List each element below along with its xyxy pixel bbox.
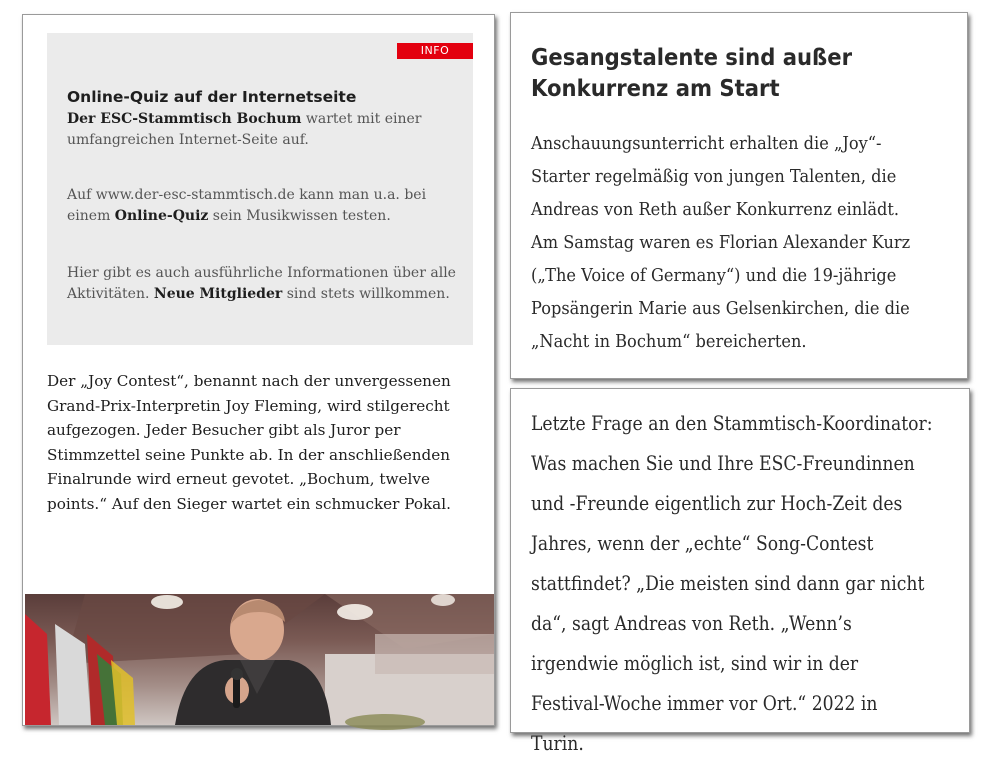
info-p2-pre: Auf www.der-esc-stammtisch.de kann man u.a. bei einem bbox=[67, 187, 427, 224]
info-p2-bold: Online-Quiz bbox=[114, 208, 209, 224]
top-right-article-panel bbox=[510, 12, 968, 379]
article-headline: Gesangstalente sind außer Konkurrenz am Start bbox=[531, 45, 853, 102]
top-right-article-body: Anschauungsunterricht erhalten die „Joy“-Starter regelmäßig von jungen Talenten, die Andreas von Reth außer Konkurrenz einlädt. Am Samstag waren es Florian Alexander Kurz („The Voice of Germany“) und die 19-jährige Popsängerin Marie aus Gelsenkirchen, die die „Nacht in Bochum“ bereicherten. bbox=[531, 133, 911, 352]
info-p3-bold: Neue Mitglieder bbox=[153, 286, 283, 302]
info-p1-bold: Der ESC-Stammtisch Bochum bbox=[67, 111, 302, 127]
left-article-panel bbox=[22, 14, 495, 726]
speaker-photo-illustration bbox=[25, 594, 494, 725]
bottom-right-article-body: Letzte Frage an den Stammtisch-Koordinator: Was machen Sie und Ihre ESC-Freundinnen und -Freunde eigentlich zur Hoch-Zeit des Jahres, wenn der „echte“ Song-Contest stattfindet? „Die meisten sind dann gar nicht da“, sagt Andreas von Reth. „Wenn’s irgendwie möglich ist, sind wir in der Festival-Woche immer vor Ort.“ 2022 in Turin. bbox=[531, 411, 933, 755]
info-box-title: Online-Quiz auf der Internetseite bbox=[67, 88, 357, 106]
info-tag: INFO bbox=[397, 43, 473, 59]
info-paragraph-1 bbox=[67, 109, 467, 151]
info-paragraph-3 bbox=[67, 263, 467, 305]
bottom-right-article-panel bbox=[510, 388, 970, 755]
info-p1-text: wartet mit einer umfangreichen Internet-Seite auf. bbox=[67, 111, 422, 148]
info-paragraph-2 bbox=[67, 185, 467, 227]
info-p3-pre: Hier gibt es auch ausführliche Informationen über alle Aktivitäten. bbox=[67, 265, 456, 302]
info-box bbox=[47, 33, 473, 345]
left-article-body: Der „Joy Contest“, benannt nach der unvergessenen Grand-Prix-Interpretin Joy Fleming, wird stilgerecht aufgezogen. Jeder Besucher gibt als Juror per Stimmzettel seine Punkte ab. In der anschließenden Finalrunde wird erneut gevotet. „Bochum, twelve points.“ Auf den Sieger wartet ein schmucker Pokal. bbox=[47, 372, 451, 513]
info-p3-post: sind stets willkommen. bbox=[282, 286, 450, 302]
speaker-photo bbox=[25, 594, 494, 725]
info-p2-post: sein Musikwissen testen. bbox=[208, 208, 391, 224]
